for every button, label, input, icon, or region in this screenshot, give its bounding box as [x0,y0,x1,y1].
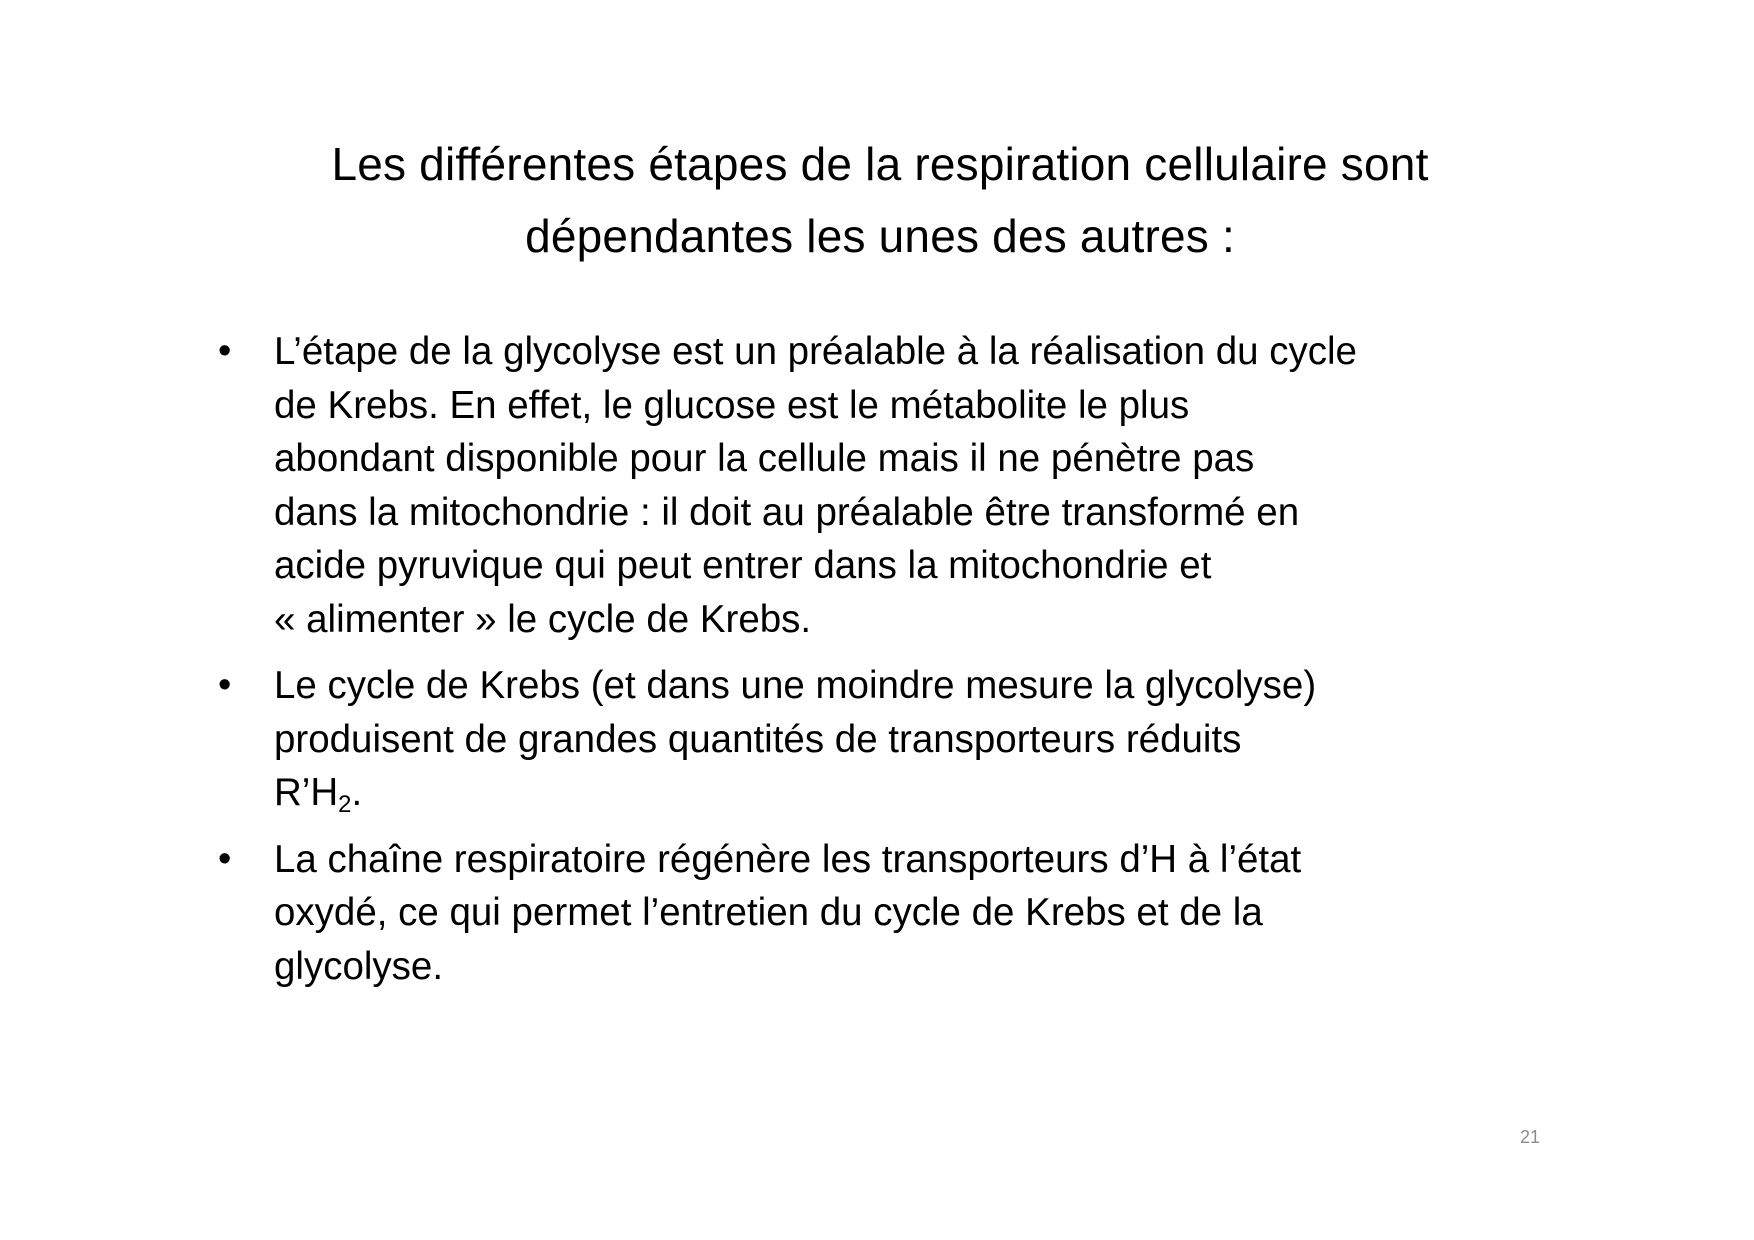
bullet-line: produisent de grandes quantités de transporteurs réduits [274,717,1242,761]
bullet-line: « alimenter » le cycle de Krebs. [274,597,812,641]
formula-end: . [351,771,363,814]
bullet-item-krebs [214,659,1554,820]
bullet-line: L’étape de la glycolyse est un préalable à la réalisation du cycle [274,330,1357,373]
formula-subscript: 2 [338,791,352,819]
bullet-formula-line [274,766,1554,820]
slide-title [210,128,1550,272]
slide-title-line-2: dépendantes les unes des autres : [525,210,1235,262]
bullet-list [214,325,1554,1006]
bullet-line: oxydé, ce qui permet l’entretien du cycle de Krebs et de la [274,891,1263,934]
bullet-line: glycolyse. [274,944,444,988]
formula-base: R’H [274,771,339,814]
bullet-line: La chaîne respiratoire régénère les transporteurs d’H à l’état [274,837,1302,881]
bullet-line: dans la mitochondrie : il doit au préalable être transformé en [274,490,1300,534]
bullet-icon: • [218,330,232,372]
bullet-line: de Krebs. En effet, le glucose est le métabolite le plus [274,383,1190,427]
bullet-item-respiratory-chain [214,833,1554,994]
page-number: 21 [1519,1127,1540,1147]
bullet-line: Le cycle de Krebs (et dans une moindre mesure la glycolyse) [274,664,1317,707]
bullet-line: abondant disponible pour la cellule mais il ne pénètre pas [274,437,1255,480]
bullet-item-glycolysis [214,325,1554,646]
bullet-icon: • [218,837,232,880]
bullet-icon: • [218,664,232,706]
bullet-line: acide pyruvique qui peut entrer dans la mitochondrie et [274,544,1212,587]
slide-title-line-1: Les différentes étapes de la respiration cellulaire sont [331,138,1429,190]
